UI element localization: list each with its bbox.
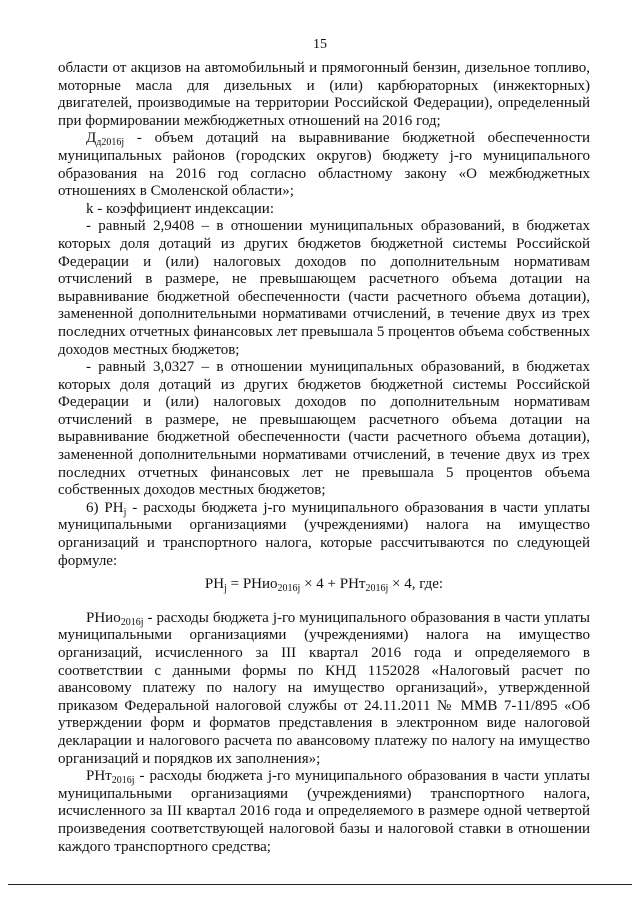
page-number: 15 (313, 37, 327, 52)
paragraph-property-tax (58, 610, 590, 768)
formula-sub-1: 2016j (277, 583, 301, 595)
formula-tail: × 4, где: (388, 576, 444, 593)
property-tax-subscript: 2016j (120, 616, 144, 628)
document-body (58, 60, 590, 856)
footer-rule (8, 884, 632, 885)
paragraph-transport-tax (58, 768, 590, 856)
formula-lhs-subscript: j (224, 583, 227, 595)
symbol-d-subscript: д2016j (96, 137, 125, 149)
item-6-text: - расходы бюджета j-го муниципального образования в части уплаты муниципальными организациями (учреждениями) налога на имущество организаций и транспортного налога, которые рассчитываются по следующей формуле: (58, 499, 590, 569)
property-tax-symbol: РНио (86, 609, 121, 626)
formula-eq: = РНио (226, 576, 278, 593)
item-6-subscript: j (123, 506, 127, 518)
paragraph-k-value-1: - равный 2,9408 – в отношении муниципальных образований, в бюджетах которых доля дотаций из других бюджетов бюджетной системы Российской Федерации и (или) налоговых доходов по дополнительным нормативам отчислений в размере, не превышающем расчетного объема дотации на выравнивание бюджетной обеспеченности (части расчетного объема дотации), замененной дополнительными нормативами отчислений, в течение двух из трех последних отчетных финансовых лет превышала 5 процентов объема собственных доходов местных бюджетов; (58, 218, 590, 358)
property-tax-text: - расходы бюджета j-го муниципального образования в части уплаты муниципальными организациями (учреждениями) налога на имущество организаций, исчисленного за III квартал 2016 года и определяемого в соответствии с данными формы по КНД 1152028 «Налоговый расчет по авансовому платежу по налогу на имущество организаций», утвержденной приказом Федеральной налоговой службы от 24.11.2011 № ММВ 7-11/895 «Об утверждении форм и форматов представления в электронном виде налоговой декларации и налогового расчета по авансовому платежу по налогу на имущество организаций и порядков их заполнения»; (58, 609, 590, 767)
transport-tax-symbol: РНт (86, 768, 112, 785)
symbol-d: Д (86, 130, 97, 147)
paragraph-item-6 (58, 500, 590, 570)
formula-lhs: РН (204, 576, 225, 593)
item-6-prefix: 6) РН (86, 499, 124, 516)
transport-tax-text: - расходы бюджета j-го муниципального образования в части уплаты муниципальными организациями (учреждениями) транспортного налога, исчисленного за III квартал 2016 года и определяемого в размере одной четвертой произведения соответствующей налоговой базы и налоговой ставки в отношении каждого транспортного средства; (58, 768, 590, 855)
paragraph-k-coefficient: k - коэффициент индексации: (86, 200, 274, 217)
formula-mid: × 4 + РНт (300, 576, 366, 593)
dotation-text: - объем дотаций на выравнивание бюджетной обеспеченности муниципальных районов (городских округов) бюджету j-го муниципального образования на 2016 год согласно областному закону «О межбюджетных отношениях в Смоленской области»; (58, 130, 590, 200)
paragraph-continuation: области от акцизов на автомобильный и прямогонный бензин, дизельное топливо, моторные масла для дизельных и (или) карбюраторных (инжекторных) двигателей, производимые на территории Российской Федерации), определенный при формировании межбюджетных отношений на 2016 год; (58, 60, 590, 129)
paragraph-dotation-definition (58, 130, 590, 200)
paragraph-k-value-2: - равный 3,0327 – в отношении муниципальных образований, в бюджетах которых доля дотаций из других бюджетов бюджетной системы Российской Федерации и (или) налоговых доходов по дополнительным нормативам отчислений в размере, не превышающем расчетного объема дотации на выравнивание бюджетной обеспеченности (части расчетного объема дотации), замененной дополнительными нормативами отчислений, в течение двух из трех последних отчетных финансовых лет не превышала 5 процентов объема собственных доходов местных бюджетов; (58, 359, 590, 499)
formula (58, 576, 590, 594)
formula-sub-2: 2016j (365, 583, 389, 595)
transport-tax-subscript: 2016j (111, 775, 135, 787)
